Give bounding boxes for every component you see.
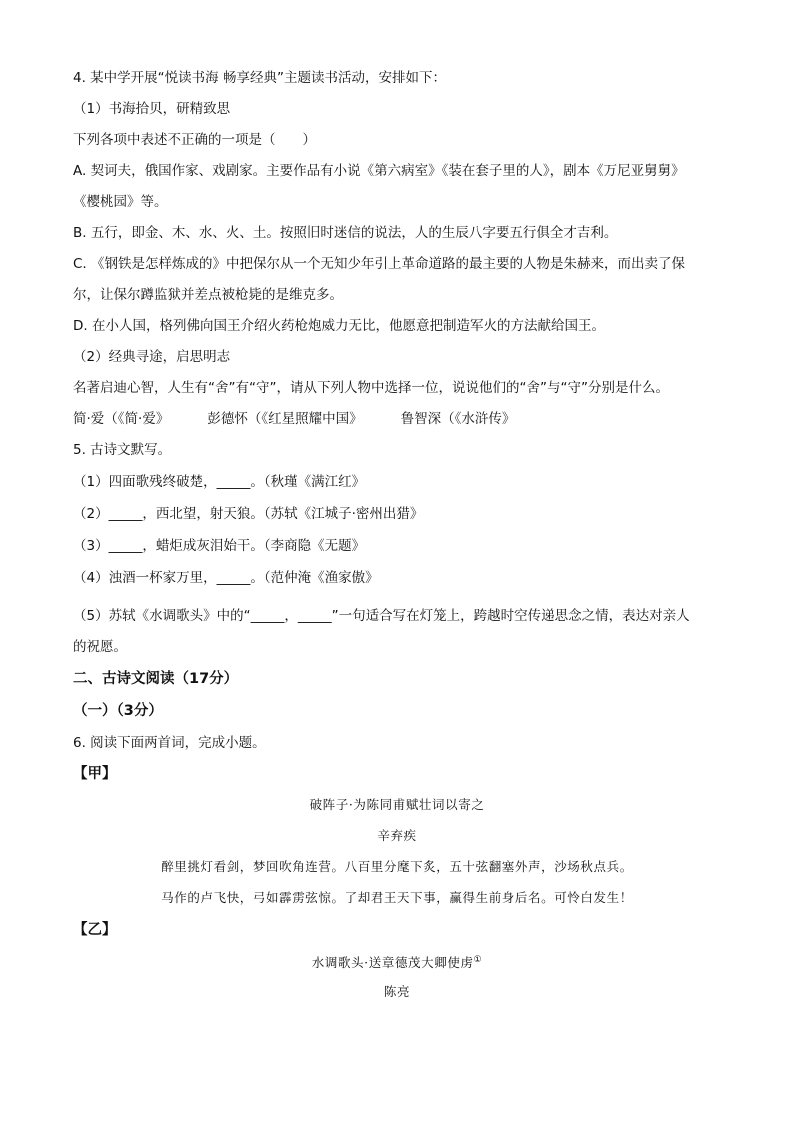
q5-item-1: （1）四面歌残终破楚，_____。（秋瑾《满江红》 [73,474,366,490]
q5-item-3: （3）_____，蜡炬成灰泪始干。（李商隐《无题》 [73,538,366,554]
q4-part1-prompt: 下列各项中表述不正确的一项是（ ） [73,132,316,148]
q5-item-5-line2: 的祝愿。 [73,639,127,655]
poem2-title: 水调歌头·送章德茂大卿使虏 [311,955,474,971]
poem2-title-row [0,950,794,973]
section-2-title: 二、古诗文阅读（17分） [73,671,239,687]
q4-part2-title: （2）经典寻途，启思明志 [73,349,231,365]
q4-option-d: D. 在小人国，格列佛向国王介绍火药枪炮威力无比，他愿意把制造军火的方法献给国王。 [73,318,605,334]
q4-intro: 4. 某中学开展“悦读书海 畅享经典”主题读书活动，安排如下： [73,70,446,86]
poem1-title: 破阵子·为陈同甫赋壮词以寄之 [309,797,485,812]
q4-option-c-line2: 尔，让保尔蹲监狱并差点被枪毙的是维克多。 [73,287,343,303]
q5-item-4: （4）浊酒一杯家万里，_____。（范仲淹《渔家傲》 [73,570,379,586]
character-jane-eyre: 简·爱（《简·爱》 [73,411,170,427]
q4-option-b: B. 五行，即金、木、水、火、土。按照旧时迷信的说法，人的生辰八字要五行俱全才吉利。 [73,225,618,241]
section-2-subtitle: （一）（3分） [73,703,163,719]
character-lu-zhishen: 鲁智深（《水浒传》 [400,411,516,427]
q4-part2-prompt: 名著启迪心智，人生有“舍”有“守”，请从下列人物中选择一位，说说他们的“舍”与“守”分别是什么。 [73,380,669,396]
poem1-author: 辛弃疾 [377,828,417,843]
poem1-line1: 醉里挑灯看剑，梦回吹角连营。八百里分麾下炙，五十弦翻塞外声，沙场秋点兵。 [161,859,633,874]
q4-characters [73,409,515,429]
poem2-footnote-marker: ① [473,955,483,965]
poem-jia-label: 【甲】 [73,766,117,782]
q4-option-a-line1: A. 契诃夫，俄国作家、戏剧家。主要作品有小说《第六病室》《装在套子里的人》，剧本《万尼亚舅舅》 [73,163,685,179]
character-peng-dehuai: 彭德怀（《红星照耀中国》 [207,411,363,427]
q5-item-2: （2）_____，西北望，射天狼。（苏轼《江城子·密州出猎》 [73,506,424,522]
poem2-author: 陈亮 [383,984,411,999]
q5-intro: 5. 古诗文默写。 [73,442,172,458]
poem1-line2: 马作的卢飞快，弓如霹雳弦惊。了却君王天下事，赢得生前身后名。可怜白发生！ [161,890,633,905]
q4-option-c-line1: C. 《钢铁是怎样炼成的》中把保尔从一个无知少年引上革命道路的最主要的人物是朱赫来，而出卖了保 [73,256,686,272]
q5-item-5-line1: （5）苏轼《水调歌头》中的“_____，_____”一句适合写在灯笼上，跨越时空传递思念之情，表达对亲人 [73,608,690,624]
q4-part1-title: （1）书海拾贝，研精致思 [73,101,231,117]
q4-option-a-line2: 《樱桃园》等。 [73,194,168,210]
poem-yi-label: 【乙】 [73,922,117,938]
q6-intro: 6. 阅读下面两首词，完成小题。 [73,735,266,751]
